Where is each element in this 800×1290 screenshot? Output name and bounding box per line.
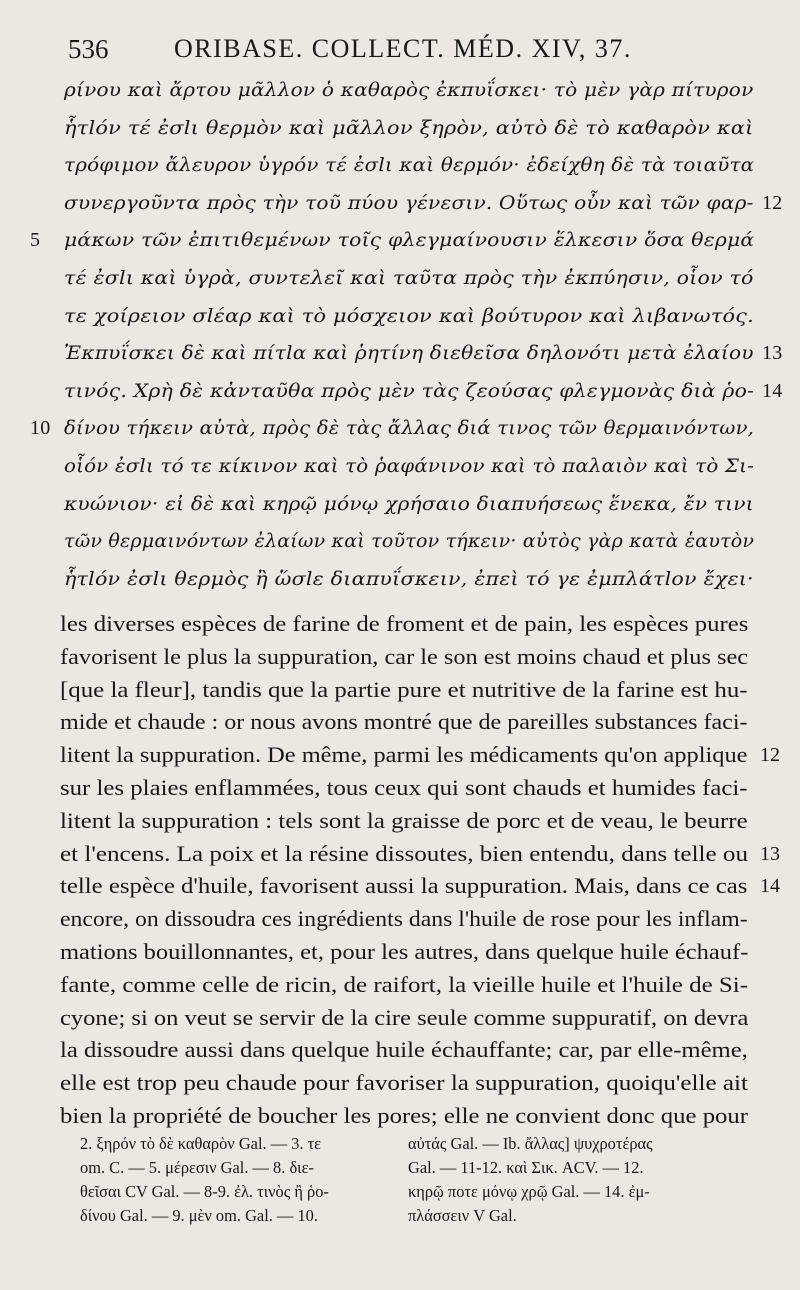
greek-line: [64, 486, 764, 524]
section-number: 12: [762, 191, 783, 214]
translation-line: [60, 1067, 750, 1100]
translation-line: [60, 674, 750, 707]
running-title: ORIBASE. COLLECT. MÉD. XIV, 37.: [174, 34, 632, 63]
translation-line: [60, 870, 780, 903]
translation-line-text: sur les plaies enflammées, tous ceux qui sont chauds et humides faci-: [60, 774, 748, 800]
greek-line: [64, 561, 764, 599]
translation-line-text: [que la fleur], tandis que la partie pure et nutritive de la farine est hu-: [60, 676, 748, 702]
translation-line-text: mations bouillonnantes, et, pour les autres, dans quelque huile échauf-: [60, 938, 749, 964]
translation-line-text: favorisent le plus la suppuration, car le son est moins chaud et plus sec: [60, 643, 749, 669]
translation-line: [60, 936, 750, 969]
translation-line-text: les diverses espèces de farine de froment et de pain, les espèces pures: [60, 611, 749, 636]
translation-line-text: bien la propriété de boucher les pores; elle ne convient donc que pour: [60, 1102, 749, 1128]
footnote-line: om. C. — 5. μέρεσιν Gal. — 8. διε-: [80, 1158, 314, 1177]
translation-line: [60, 641, 750, 674]
greek-line-text: Ἐκπυΐσκει δὲ καὶ πίτlα καὶ ῥητίνη διεθεῖσα δηλονότι μετὰ ἐλαίου: [64, 342, 754, 365]
section-number: 13: [760, 842, 780, 865]
greek-line-text: ἧτlόν τέ ἐσlι θερμὸν καὶ μᾶλλον ξηρὸν, αὐτὸ δὲ τὸ καθαρὸν καὶ: [64, 116, 754, 139]
greek-line-text: τέ ἐσlι καὶ ὑγρὰ, συντελεῖ καὶ ταῦτα πρὸς τὴν ἐκπύησιν, οἷον τό: [64, 266, 754, 289]
greek-line: [64, 523, 764, 561]
footnote-line: Gal. — 11-12. καὶ Σικ. ACV. — 12.: [408, 1158, 644, 1177]
translation-line: [60, 903, 750, 936]
greek-line: [30, 222, 764, 260]
translation-line: [60, 1002, 750, 1035]
greek-line: [30, 410, 764, 448]
greek-line-text: συνεργοῦντα πρὸς τὴν τοῦ πύου γένεσιν. Οὕτως οὖν καὶ τῶν φαρ-: [64, 191, 754, 214]
french-translation-block: [60, 608, 780, 1133]
greek-line-text: κυώνιον· εἰ δὲ καὶ κηρῷ μόνῳ χρήσαιο διαπυήσεως ἕνεκα, ἔν τινι: [64, 492, 754, 515]
greek-line-text: οἷόν ἐσlι τό τε κίκινον καὶ τὸ ῥαφάνινον καὶ τὸ παλαιὸν καὶ τὸ Σι-: [64, 454, 754, 477]
greek-text-block: [30, 72, 783, 598]
greek-line: [64, 448, 764, 486]
translation-line: [60, 838, 780, 871]
greek-line-text: τρόφιμον ἄλευρον ὑγρόν τέ ἐσlι καὶ θερμόν· ἐδείχθη δὲ τὰ τοιαῦτα: [64, 154, 755, 177]
footnote-line: δίνου Gal. — 9. μὲν om. Gal. — 10.: [80, 1206, 318, 1225]
translation-line: [60, 706, 750, 739]
line-number: 5: [30, 229, 41, 252]
section-number: 12: [760, 744, 780, 767]
greek-line-text: τῶν θερμαινόντων ἐλαίων καὶ τοῦτον τήκειν· αὐτὸς γὰρ κατὰ ἑαυτὸν: [64, 530, 755, 553]
translation-line-text: cyone; si on veut se servir de la cire seule comme suppuratif, on devra: [60, 1004, 749, 1030]
greek-line: [64, 72, 764, 110]
greek-line: [64, 298, 764, 336]
line-number: 10: [30, 417, 51, 440]
translation-line: [60, 969, 750, 1002]
translation-line: [60, 1034, 750, 1067]
translation-line: [60, 608, 750, 641]
footnote-line: κηρῷ ποτε μόνῳ χρῷ Gal. — 14. ἐμ-: [408, 1182, 650, 1201]
section-number: 14: [762, 379, 783, 402]
greek-line-text: ἧτlόν ἐσlι θερμὸς ἢ ὥσlε διαπυΐσκειν, ἐπεὶ τό γε ἐμπλάτlον ἔχει·: [64, 567, 754, 590]
translation-line-text: litent la suppuration. De même, parmi les médicaments qu'on applique: [60, 742, 748, 768]
footnote-line: 2. ξηρόν τὸ δὲ καθαρὸν Gal. — 3. τε: [80, 1134, 322, 1153]
greek-line: [64, 110, 764, 148]
greek-line: [64, 373, 783, 411]
translation-line-text: encore, on dissoudra ces ingrédients dans l'huile de rose pour les inflam-: [60, 906, 748, 932]
translation-line-text: elle est trop peu chaude pour favoriser la suppuration, quoiqu'elle ait: [60, 1070, 748, 1096]
section-number: 13: [762, 342, 783, 365]
greek-line-text: τινός. Χρὴ δὲ κἀνταῦθα πρὸς μὲν τὰς ζεούσας φλεγμονὰς διὰ ῥο-: [64, 379, 755, 402]
footnote-line: θεῖσαι CV Gal. — 8-9. ἐλ. τινὸς ἢ ῥο-: [80, 1182, 329, 1201]
translation-line-text: fante, comme celle de ricin, de raifort, la vieille huile et l'huile de Si-: [60, 971, 749, 997]
greek-line-text: δίνου τήκειν αὐτὰ, πρὸς δὲ τὰς ἄλλας διά τινος τῶν θερμαινόντων,: [64, 417, 755, 440]
page-number: 536: [68, 34, 109, 64]
translation-line: [60, 739, 780, 772]
greek-line: [64, 185, 783, 223]
greek-line: [64, 147, 764, 185]
page-header: [64, 30, 770, 70]
greek-line: [64, 335, 783, 373]
greek-line: [64, 260, 764, 298]
section-number: 14: [760, 875, 780, 898]
translation-line: [60, 772, 750, 805]
translation-line-text: litent la suppuration : tels sont la graisse de porc et de veau, le beurre: [60, 807, 748, 833]
greek-line-text: μάκων τῶν ἐπιτιθεμένων τοῖς φλεγμαίνουσιν ἕλκεσιν ὅσα θερμά: [64, 229, 755, 252]
greek-line-text: ρίνου καὶ ἄρτου μᾶλλον ὁ καθαρὸς ἐκπυΐσκει· τὸ μὲν γὰρ πίτυρον: [64, 79, 754, 101]
translation-line-text: et l'encens. La poix et la résine dissoutes, bien entendu, dans telle ou: [60, 840, 749, 866]
translation-line: [60, 1100, 750, 1133]
translation-line-text: la dissoudre aussi dans quelque huile échauffante; car, par elle-même,: [60, 1037, 748, 1063]
footnotes-left-column: [80, 1132, 400, 1228]
footnote-line: πλάσσειν V Gal.: [408, 1206, 517, 1225]
footnotes-right-column: [408, 1132, 728, 1228]
greek-line-text: τε χοίρειον σlέαρ καὶ τὸ μόσχειον καὶ βούτυρον καὶ λιβανωτός.: [64, 304, 754, 327]
translation-line-text: mide et chaude : or nous avons montré que de pareilles substances faci-: [60, 709, 748, 735]
footnote-line: αὐτάς Gal. — Ib. ἄλλας] ψυχροτέρας: [408, 1134, 653, 1153]
translation-line-text: telle espèce d'huile, favorisent aussi la suppuration. Mais, dans ce cas: [60, 873, 748, 899]
translation-line: [60, 805, 750, 838]
